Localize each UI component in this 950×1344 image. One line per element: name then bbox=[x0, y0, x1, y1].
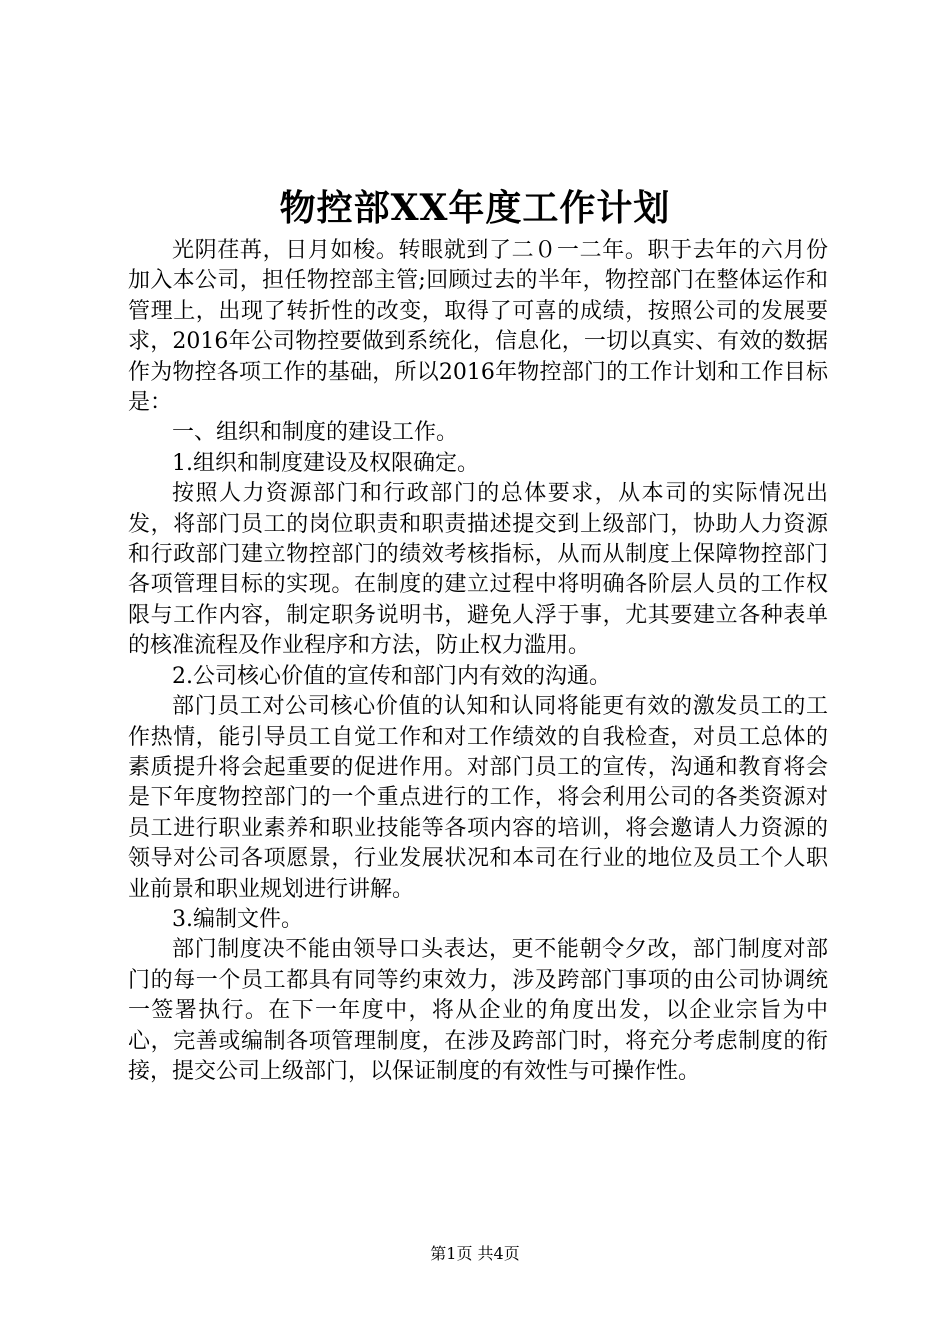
subheading-2: 2.公司核心价值的宣传和部门内有效的沟通。 bbox=[172, 663, 611, 689]
subheading-1: 1.组织和制度建设及权限确定。 bbox=[172, 450, 479, 476]
subheading-3: 3.编制文件。 bbox=[172, 906, 303, 932]
document-title: 物控部XX年度工作计划 bbox=[279, 187, 671, 229]
paragraph-intro: 光阴荏苒，日月如梭。转眼就到了二０一二年。职于去年的六月份加入本公司，担任物控部主管;回顾过去的半年，物控部门在整体运作和管理上，出现了转折性的改变，取得了可喜的成绩，按照公司的发展要求，2016年公司物控要做到系统化，信息化，一切以真实、有效的数据作为物控各项工作的基础，所以2016年物控部门的工作计划和工作目标是： bbox=[128, 238, 828, 416]
paragraph-1: 按照人力资源部门和行政部门的总体要求，从本司的实际情况出发，将部门员工的岗位职责和职责描述提交到上级部门，协助人力资源和行政部门建立物控部门的绩效考核指标，从而从制度上保障物控部门各项管理目标的实现。在制度的建立过程中将明确各阶层人员的工作权限与工作内容，制定职务说明书，避免人浮于事，尤其要建立各种表单的核准流程及作业程序和方法，防止权力滥用。 bbox=[128, 481, 828, 659]
page-number-footer: 第1页 共4页 bbox=[430, 1244, 520, 1263]
paragraph-2: 部门员工对公司核心价值的认知和认同将能更有效的激发员工的工作热情，能引导员工自觉工作和对工作绩效的自我检查，对员工总体的素质提升将会起重要的促进作用。对部门员工的宣传，沟通和教育将会是下年度物控部门的一个重点进行的工作，将会利用公司的各类资源对员工进行职业素养和职业技能等各项内容的培训，将会邀请人力资源的领导对公司各项愿景，行业发展状况和本司在行业的地位及员工个人职业前景和职业规划进行讲解。 bbox=[128, 694, 828, 902]
document-body bbox=[128, 236, 828, 1087]
paragraph-3: 部门制度决不能由领导口头表达，更不能朝令夕改，部门制度对部门的每一个员工都具有同等约束效力，涉及跨部门事项的由公司协调统一签署执行。在下一年度中，将从企业的角度出发，以企业宗旨为中心，完善或编制各项管理制度，在涉及跨部门时，将充分考虑制度的衔接，提交公司上级部门，以保证制度的有效性与可操作性。 bbox=[128, 937, 828, 1084]
section-heading-organization: 一、组织和制度的建设工作。 bbox=[172, 420, 459, 446]
